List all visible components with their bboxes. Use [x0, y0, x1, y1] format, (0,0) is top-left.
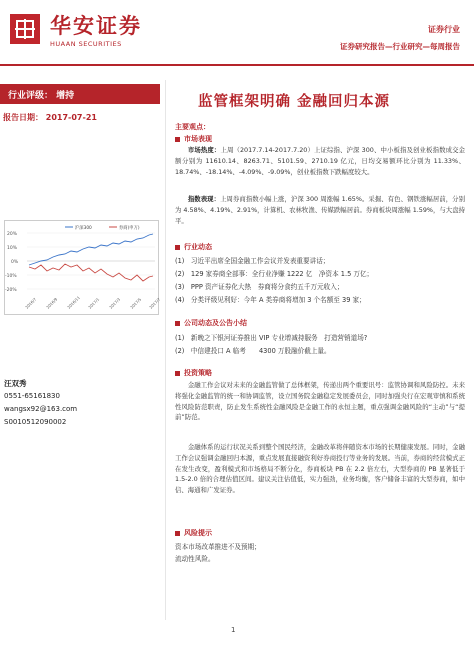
- section-strategy-title: 投资策略: [175, 368, 212, 378]
- section-company-title: 公司动态及公告小结: [175, 318, 247, 328]
- industry-label: 证券行业: [428, 25, 460, 34]
- section-industry-title: 行业动态: [175, 242, 212, 252]
- analyst-cert: S0010512090002: [4, 418, 67, 426]
- industry-item: (1) 习近平出席全国金融工作会议并发表重要讲话；: [175, 257, 330, 265]
- main-points-label: 主要观点：: [175, 123, 210, 131]
- huaan-logo-icon: [10, 14, 40, 44]
- logo-english-name: HUAAN SECURITIES: [50, 40, 122, 48]
- x-tick-label: 2016/11: [66, 295, 81, 310]
- industry-item: (2) 129 家券商全部事：全行业净赚 1222 亿 净资本 1.5 万亿；: [175, 270, 374, 278]
- series-line-hs300: [29, 234, 153, 265]
- x-tick-label: 2016/9: [45, 296, 59, 310]
- x-tick-label: 2017/5: [129, 296, 143, 310]
- y-tick-label: 0%: [11, 260, 19, 265]
- risk-line: 流动性风险。: [175, 555, 215, 563]
- industry-item: (4) 分类评级见利好：今年 A 类券商将增加 3 个名额至 39 家；: [175, 296, 366, 304]
- report-type-label: 证券研究报告—行业研究—每周报告: [340, 42, 460, 51]
- y-tick-label: 10%: [7, 246, 18, 251]
- column-divider: [165, 80, 166, 620]
- risk-line: 资本市场改革推进不及预期；: [175, 543, 261, 551]
- square-bullet-icon: [175, 531, 180, 536]
- chart-gridlines: [27, 233, 155, 289]
- x-tick-label: 2017/7: [148, 296, 160, 310]
- report-header: [0, 0, 474, 66]
- square-bullet-icon: [175, 371, 180, 376]
- company-item: (2) 中信建投口 A 临考 4300 万股融价截上量。: [175, 347, 331, 355]
- x-tick-label: 2017/1: [87, 296, 101, 310]
- square-bullet-icon: [175, 321, 180, 326]
- legend-hs300: 沪深300: [75, 226, 92, 231]
- square-bullet-icon: [175, 245, 180, 250]
- y-tick-label: -10%: [5, 274, 17, 279]
- legend-broker: 券商(申万): [119, 226, 140, 231]
- market-heat-paragraph: 市场热度：上周（2017.7.14-2017.7.20）上证综指、沪深 300、中小板指及创业板指数成交金额分别为 11610.14、8263.71、5101.59、2710.19 亿元，日均交易额环比分别为 11.33%、18.74%、-18.14%、-4.09%、-9.09%，创业板指数下跌幅度较大。: [175, 146, 465, 176]
- analyst-email[interactable]: wangsx92@163.com: [4, 405, 78, 413]
- x-tick-label: 2017/3: [108, 296, 122, 310]
- strategy-paragraph-2: 金融体系的运行状况关系到整个国民经济，金融改革将伴随资本市场的长期健康发展。同时，金融工作会议强调金融回归本源，重点发展直接融资利好券商投行等业务的发展。当前，券商的经营模式正在发生改变，盈利模式和市场格局不断分化，券商板块 PB 在 2.2 倍左右，大型券商的 PB 显著低于 1.5-2.0 倍的合理估值区间。建议关注估值低，实力强劲，业务均衡，客户储备丰富的大型券商，如中信、海通和广发证券。: [175, 443, 465, 495]
- square-bullet-icon: [175, 137, 180, 142]
- x-tick-labels: [24, 295, 160, 310]
- analyst-phone: 0551-65161830: [4, 392, 60, 400]
- y-tick-label: -20%: [5, 288, 17, 293]
- report-date: 报告日期： 2017-07-21: [3, 113, 97, 122]
- industry-item: (3) PPP 资产证券化大热 券商将分食约五千万元收入；: [175, 283, 344, 291]
- logo-chinese-name: 华安证券: [50, 13, 142, 38]
- industry-rating: 行业评级： 增持: [0, 84, 160, 104]
- page-number: 1: [231, 626, 236, 634]
- strategy-paragraph-1: 金融工作会议对未来的金融监管做了总体框架，传递出两个重要讯号：监管协调和风险防控。未来将强化金融监管的统一和协调监管，设立国务院金融稳定发展委员会，同时加强央行在宏观审慎和系统性风险防范职责，防止发生系统性金融风险是金融工作的永恒主题，重点强调金融风险的“主动”与“提前”防范。: [175, 381, 465, 422]
- index-comparison-chart: [4, 220, 159, 315]
- x-tick-label: 2016/7: [24, 296, 38, 310]
- index-performance-paragraph: 指数表现：上周券商指数小幅上涨，沪深 300 周涨幅 1.65%。采掘、有色、钢铁涨幅居前，分别为 4.58%、4.19%、2.91%，计算机、农林牧渔、传媒跌幅居前。券商板块周涨幅 1.59%，与大盘持平。: [175, 195, 466, 225]
- y-tick-label: 20%: [7, 232, 18, 237]
- section-market-title: 市场表现: [175, 134, 212, 144]
- section-risk-title: 风险提示: [175, 528, 212, 538]
- report-title: 监管框架明确 金融回归本源: [198, 94, 391, 110]
- company-item: (1) 新晚之下银河证券推出 VIP 专业增减持服务 打造营销道场?: [175, 334, 368, 342]
- series-line-broker: [29, 264, 153, 281]
- analyst-name: 汪双秀: [4, 379, 27, 388]
- chart-svg: [5, 221, 160, 316]
- left-sidebar: [0, 68, 160, 670]
